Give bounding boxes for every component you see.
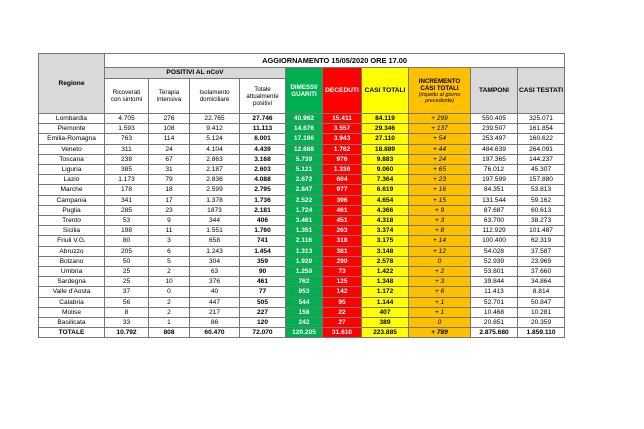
cell-swabs: 112.929 xyxy=(471,226,518,236)
cell-swabs: 100.400 xyxy=(471,236,518,246)
cell-region: Veneto xyxy=(39,144,105,154)
cell-hosp: 1.593 xyxy=(105,124,149,134)
cell-tested: 62.319 xyxy=(518,236,565,246)
cell-cases: 1.144 xyxy=(362,297,409,307)
cell-tested: 34.864 xyxy=(518,277,565,287)
cell-home: 376 xyxy=(190,277,240,287)
cell-cases: 9.060 xyxy=(362,165,409,175)
cell-icu: 2 xyxy=(149,307,190,317)
cell-healed: 12.688 xyxy=(286,144,323,154)
cell-pos: 90 xyxy=(240,267,286,277)
table-row xyxy=(39,277,565,287)
cell-tested: 37.660 xyxy=(518,267,565,277)
cell-inc: + 299 xyxy=(409,114,471,124)
cell-tested: 160.622 xyxy=(518,134,565,144)
header-positive-group: POSITIVI AL nCoV xyxy=(105,68,286,79)
cell-pos: 461 xyxy=(240,277,286,287)
header-swabs: TAMPONI xyxy=(471,68,518,114)
cell-region: Calabria xyxy=(39,297,105,307)
table-row xyxy=(39,124,565,134)
cell-icu: 24 xyxy=(149,144,190,154)
cell-hosp: 10.792 xyxy=(105,328,149,338)
cell-healed: 1.929 xyxy=(286,256,323,266)
cell-region: Bolzano xyxy=(39,256,105,266)
cell-dead: 22 xyxy=(323,307,362,317)
table-row xyxy=(39,175,565,185)
cell-inc: + 789 xyxy=(409,328,471,338)
cell-inc: + 12 xyxy=(409,246,471,256)
cell-healed: 953 xyxy=(286,287,323,297)
cell-healed: 762 xyxy=(286,277,323,287)
cell-hosp: 238 xyxy=(105,154,149,164)
cell-tested: 37.587 xyxy=(518,246,565,256)
table-row xyxy=(39,154,565,164)
cell-cases: 4.366 xyxy=(362,205,409,215)
cell-tested: 50.847 xyxy=(518,297,565,307)
cell-region: Abruzzo xyxy=(39,246,105,256)
cell-home: 447 xyxy=(190,297,240,307)
cell-home: 40 xyxy=(190,287,240,297)
cell-tested: 38.273 xyxy=(518,216,565,226)
cell-inc: + 9 xyxy=(409,205,471,215)
cell-pos: 741 xyxy=(240,236,286,246)
cell-inc: + 3 xyxy=(409,277,471,287)
cell-healed: 2.847 xyxy=(286,185,323,195)
cell-hosp: 198 xyxy=(105,226,149,236)
cell-inc: + 2 xyxy=(409,267,471,277)
cell-cases: 9.883 xyxy=(362,154,409,164)
cell-dead: 1.762 xyxy=(323,144,362,154)
cell-swabs: 10.468 xyxy=(471,307,518,317)
cell-pos: 6.001 xyxy=(240,134,286,144)
cell-pos: 1.736 xyxy=(240,195,286,205)
page-title: AGGIORNAMENTO 15/05/2020 ORE 17.00 xyxy=(105,54,565,68)
table-row xyxy=(39,144,565,154)
cell-cases: 6.619 xyxy=(362,185,409,195)
cell-icu: 1 xyxy=(149,318,190,328)
cell-dead: 461 xyxy=(323,205,362,215)
cell-tested: 59.162 xyxy=(518,195,565,205)
cell-pos: 72.070 xyxy=(240,328,286,338)
table-row xyxy=(39,256,565,266)
cell-region: Umbria xyxy=(39,267,105,277)
cell-cases: 3.374 xyxy=(362,226,409,236)
cell-icu: 79 xyxy=(149,175,190,185)
cell-cases: 27.110 xyxy=(362,134,409,144)
cell-region: Marche xyxy=(39,185,105,195)
cell-swabs: 197.599 xyxy=(471,175,518,185)
cell-hosp: 53 xyxy=(105,216,149,226)
cell-cases: 84.119 xyxy=(362,114,409,124)
cell-tested: 10.281 xyxy=(518,307,565,317)
cell-icu: 2 xyxy=(149,297,190,307)
header-total-positive: Totale attualmente positivi xyxy=(240,79,286,114)
header-icu: Terapia intensiva xyxy=(149,79,190,114)
cell-pos: 2.181 xyxy=(240,205,286,215)
cell-dead: 125 xyxy=(323,277,362,287)
cell-dead: 3.557 xyxy=(323,124,362,134)
cell-dead: 3.943 xyxy=(323,134,362,144)
cell-region: Puglia xyxy=(39,205,105,215)
cell-dead: 1.336 xyxy=(323,165,362,175)
cell-icu: 0 xyxy=(149,287,190,297)
cell-cases: 18.889 xyxy=(362,144,409,154)
cell-cases: 1.422 xyxy=(362,267,409,277)
cell-home: 304 xyxy=(190,256,240,266)
cell-inc: + 54 xyxy=(409,134,471,144)
cell-region: Campania xyxy=(39,195,105,205)
cell-hosp: 205 xyxy=(105,246,149,256)
cell-icu: 17 xyxy=(149,195,190,205)
table-row xyxy=(39,134,565,144)
table-row xyxy=(39,165,565,175)
cell-home: 2.836 xyxy=(190,175,240,185)
cell-icu: 11 xyxy=(149,226,190,236)
cell-cases: 223.885 xyxy=(362,328,409,338)
cell-cases: 4.654 xyxy=(362,195,409,205)
cell-cases: 29.346 xyxy=(362,124,409,134)
cell-swabs: 131.544 xyxy=(471,195,518,205)
cell-healed: 242 xyxy=(286,318,323,328)
cell-cases: 7.364 xyxy=(362,175,409,185)
cell-inc: + 14 xyxy=(409,236,471,246)
cell-region: Basilicata xyxy=(39,318,105,328)
table-row xyxy=(39,236,565,246)
cell-dead: 976 xyxy=(323,154,362,164)
cell-icu: 114 xyxy=(149,134,190,144)
cell-home: 1873 xyxy=(190,205,240,215)
cell-region: Sardegna xyxy=(39,277,105,287)
cell-pos: 359 xyxy=(240,256,286,266)
cell-hosp: 341 xyxy=(105,195,149,205)
cell-icu: 2 xyxy=(149,267,190,277)
cell-region: Lombardia xyxy=(39,114,105,124)
cell-inc: + 15 xyxy=(409,195,471,205)
cell-region: Lazio xyxy=(39,175,105,185)
cell-tested: 45.307 xyxy=(518,165,565,175)
cell-hosp: 50 xyxy=(105,256,149,266)
cell-inc: + 1 xyxy=(409,307,471,317)
cell-inc: + 1 xyxy=(409,297,471,307)
cell-hosp: 33 xyxy=(105,318,149,328)
cell-tested: 325.071 xyxy=(518,114,565,124)
cell-region: Liguria xyxy=(39,165,105,175)
cell-swabs: 11.413 xyxy=(471,287,518,297)
cell-pos: 77 xyxy=(240,287,286,297)
cell-home: 2.863 xyxy=(190,154,240,164)
header-increment: INCREMENTO CASI TOTALI (rispetto al giorno precedente) xyxy=(409,68,471,114)
cell-hosp: 4.705 xyxy=(105,114,149,124)
cell-home: 1.243 xyxy=(190,246,240,256)
cell-hosp: 763 xyxy=(105,134,149,144)
cell-healed: 544 xyxy=(286,297,323,307)
cell-healed: 1.259 xyxy=(286,267,323,277)
cell-inc: + 3 xyxy=(409,216,471,226)
cell-hosp: 80 xyxy=(105,236,149,246)
cell-swabs: 52.701 xyxy=(471,297,518,307)
cell-inc: + 16 xyxy=(409,185,471,195)
cell-healed: 2.522 xyxy=(286,195,323,205)
cell-swabs: 76.012 xyxy=(471,165,518,175)
cell-icu: 108 xyxy=(149,124,190,134)
table-row xyxy=(39,297,565,307)
cell-hosp: 285 xyxy=(105,205,149,215)
cell-icu: 808 xyxy=(149,328,190,338)
cell-dead: 451 xyxy=(323,216,362,226)
table-row xyxy=(39,307,565,317)
cell-inc: + 24 xyxy=(409,154,471,164)
cell-pos: 27.746 xyxy=(240,114,286,124)
cell-tested: 101.487 xyxy=(518,226,565,236)
cell-inc: 0 xyxy=(409,256,471,266)
cell-healed: 2.116 xyxy=(286,236,323,246)
header-hospitalized: Ricoverati con sintomi xyxy=(105,79,149,114)
cell-home: 344 xyxy=(190,216,240,226)
header-total-cases: CASI TOTALI xyxy=(362,68,409,114)
cell-healed: 5.121 xyxy=(286,165,323,175)
table-row xyxy=(39,246,565,256)
cell-home: 217 xyxy=(190,307,240,317)
cell-dead: 263 xyxy=(323,226,362,236)
cell-home: 1.378 xyxy=(190,195,240,205)
cell-swabs: 63.700 xyxy=(471,216,518,226)
cell-hosp: 1.173 xyxy=(105,175,149,185)
cell-inc: + 65 xyxy=(409,165,471,175)
cell-swabs: 2.875.680 xyxy=(471,328,518,338)
cell-tested: 60.613 xyxy=(518,205,565,215)
cell-tested: 8.814 xyxy=(518,287,565,297)
cell-dead: 73 xyxy=(323,267,362,277)
cell-dead: 381 xyxy=(323,246,362,256)
cell-icu: 67 xyxy=(149,154,190,164)
header-deaths: DECEDUTI xyxy=(323,68,362,114)
cell-dead: 95 xyxy=(323,297,362,307)
cell-healed: 1.313 xyxy=(286,246,323,256)
cell-healed: 14.676 xyxy=(286,124,323,134)
cell-region: TOTALE xyxy=(39,328,105,338)
cell-swabs: 39.844 xyxy=(471,277,518,287)
cell-swabs: 54.028 xyxy=(471,246,518,256)
cell-home: 658 xyxy=(190,236,240,246)
cell-hosp: 311 xyxy=(105,144,149,154)
cell-icu: 31 xyxy=(149,165,190,175)
cell-tested: 144.237 xyxy=(518,154,565,164)
cell-pos: 11.113 xyxy=(240,124,286,134)
cell-swabs: 84.351 xyxy=(471,185,518,195)
cell-home: 1.551 xyxy=(190,226,240,236)
cell-tested: 264.091 xyxy=(518,144,565,154)
cell-icu: 3 xyxy=(149,236,190,246)
cell-cases: 4.318 xyxy=(362,216,409,226)
cell-pos: 3.168 xyxy=(240,154,286,164)
cell-hosp: 25 xyxy=(105,277,149,287)
cell-tested: 1.859.110 xyxy=(518,328,565,338)
cell-region: Sicilia xyxy=(39,226,105,236)
cell-icu: 9 xyxy=(149,216,190,226)
cell-region: Emilia-Romagna xyxy=(39,134,105,144)
cell-swabs: 20.851 xyxy=(471,318,518,328)
cell-inc: + 8 xyxy=(409,226,471,236)
cell-home: 60.470 xyxy=(190,328,240,338)
cell-home: 86 xyxy=(190,318,240,328)
cell-region: Toscana xyxy=(39,154,105,164)
cell-swabs: 253.497 xyxy=(471,134,518,144)
cell-dead: 15.411 xyxy=(323,114,362,124)
cell-region: Trento xyxy=(39,216,105,226)
cell-cases: 389 xyxy=(362,318,409,328)
cell-tested: 20.359 xyxy=(518,318,565,328)
cell-dead: 396 xyxy=(323,195,362,205)
cell-home: 2.187 xyxy=(190,165,240,175)
cell-tested: 157.880 xyxy=(518,175,565,185)
cell-home: 2.599 xyxy=(190,185,240,195)
cell-swabs: 239.507 xyxy=(471,124,518,134)
cell-icu: 23 xyxy=(149,205,190,215)
cell-pos: 2.603 xyxy=(240,165,286,175)
cell-hosp: 56 xyxy=(105,297,149,307)
cell-healed: 158 xyxy=(286,307,323,317)
cell-swabs: 550.405 xyxy=(471,114,518,124)
table-row xyxy=(39,287,565,297)
table-body xyxy=(39,114,565,338)
cell-healed: 40.962 xyxy=(286,114,323,124)
cell-healed: 17.166 xyxy=(286,134,323,144)
cell-dead: 31.610 xyxy=(323,328,362,338)
cell-inc: + 44 xyxy=(409,144,471,154)
cell-cases: 407 xyxy=(362,307,409,317)
cell-hosp: 37 xyxy=(105,287,149,297)
cell-region: Valle d'Aosta xyxy=(39,287,105,297)
cell-home: 9.412 xyxy=(190,124,240,134)
cell-region: Molise xyxy=(39,307,105,317)
cell-healed: 120.205 xyxy=(286,328,323,338)
cell-hosp: 385 xyxy=(105,165,149,175)
cell-swabs: 53.801 xyxy=(471,267,518,277)
cell-home: 63 xyxy=(190,267,240,277)
cell-home: 5.124 xyxy=(190,134,240,144)
cell-pos: 227 xyxy=(240,307,286,317)
cell-icu: 10 xyxy=(149,277,190,287)
cell-dead: 604 xyxy=(323,175,362,185)
cell-swabs: 197.365 xyxy=(471,154,518,164)
cell-cases: 3.148 xyxy=(362,246,409,256)
header-discharged: DIMESSI/ GUARITI xyxy=(286,68,323,114)
cell-dead: 290 xyxy=(323,256,362,266)
cell-inc: + 23 xyxy=(409,175,471,185)
header-home-isolation: Isolamento domiciliare xyxy=(190,79,240,114)
cell-dead: 977 xyxy=(323,185,362,195)
cell-inc: 0 xyxy=(409,318,471,328)
cell-icu: 5 xyxy=(149,256,190,266)
table-row xyxy=(39,205,565,215)
table-row xyxy=(39,114,565,124)
table-row xyxy=(39,267,565,277)
cell-inc: + 6 xyxy=(409,287,471,297)
cell-cases: 3.175 xyxy=(362,236,409,246)
cell-tested: 161.854 xyxy=(518,124,565,134)
cell-pos: 120 xyxy=(240,318,286,328)
cell-tested: 23.969 xyxy=(518,256,565,266)
table-row xyxy=(39,226,565,236)
cell-swabs: 484.639 xyxy=(471,144,518,154)
cell-icu: 276 xyxy=(149,114,190,124)
cell-swabs: 87.687 xyxy=(471,205,518,215)
cell-pos: 2.795 xyxy=(240,185,286,195)
covid-regional-table xyxy=(38,53,565,338)
cell-icu: 18 xyxy=(149,185,190,195)
cell-hosp: 8 xyxy=(105,307,149,317)
table-row xyxy=(39,216,565,226)
total-row xyxy=(39,328,565,338)
cell-cases: 1.172 xyxy=(362,287,409,297)
cell-pos: 4.439 xyxy=(240,144,286,154)
cell-pos: 406 xyxy=(240,216,286,226)
cell-cases: 1.348 xyxy=(362,277,409,287)
cell-home: 4.104 xyxy=(190,144,240,154)
cell-home: 22.765 xyxy=(190,114,240,124)
cell-hosp: 25 xyxy=(105,267,149,277)
cell-inc: + 137 xyxy=(409,124,471,134)
cell-pos: 4.088 xyxy=(240,175,286,185)
cell-icu: 6 xyxy=(149,246,190,256)
cell-healed: 5.739 xyxy=(286,154,323,164)
cell-dead: 27 xyxy=(323,318,362,328)
cell-swabs: 52.939 xyxy=(471,256,518,266)
cell-healed: 1.724 xyxy=(286,205,323,215)
cell-region: Friuli V.G. xyxy=(39,236,105,246)
cell-tested: 53.813 xyxy=(518,185,565,195)
cell-healed: 1.351 xyxy=(286,226,323,236)
cell-hosp: 178 xyxy=(105,185,149,195)
header-tested: CASI TESTATI xyxy=(518,68,565,114)
cell-pos: 505 xyxy=(240,297,286,307)
cell-pos: 1.760 xyxy=(240,226,286,236)
cell-healed: 3.461 xyxy=(286,216,323,226)
cell-dead: 318 xyxy=(323,236,362,246)
cell-healed: 2.672 xyxy=(286,175,323,185)
cell-pos: 1.454 xyxy=(240,246,286,256)
cell-dead: 142 xyxy=(323,287,362,297)
table-row xyxy=(39,318,565,328)
table-row xyxy=(39,185,565,195)
cell-region: Piemonte xyxy=(39,124,105,134)
table-row xyxy=(39,195,565,205)
header-region: Regione xyxy=(39,54,105,114)
cell-cases: 2.578 xyxy=(362,256,409,266)
